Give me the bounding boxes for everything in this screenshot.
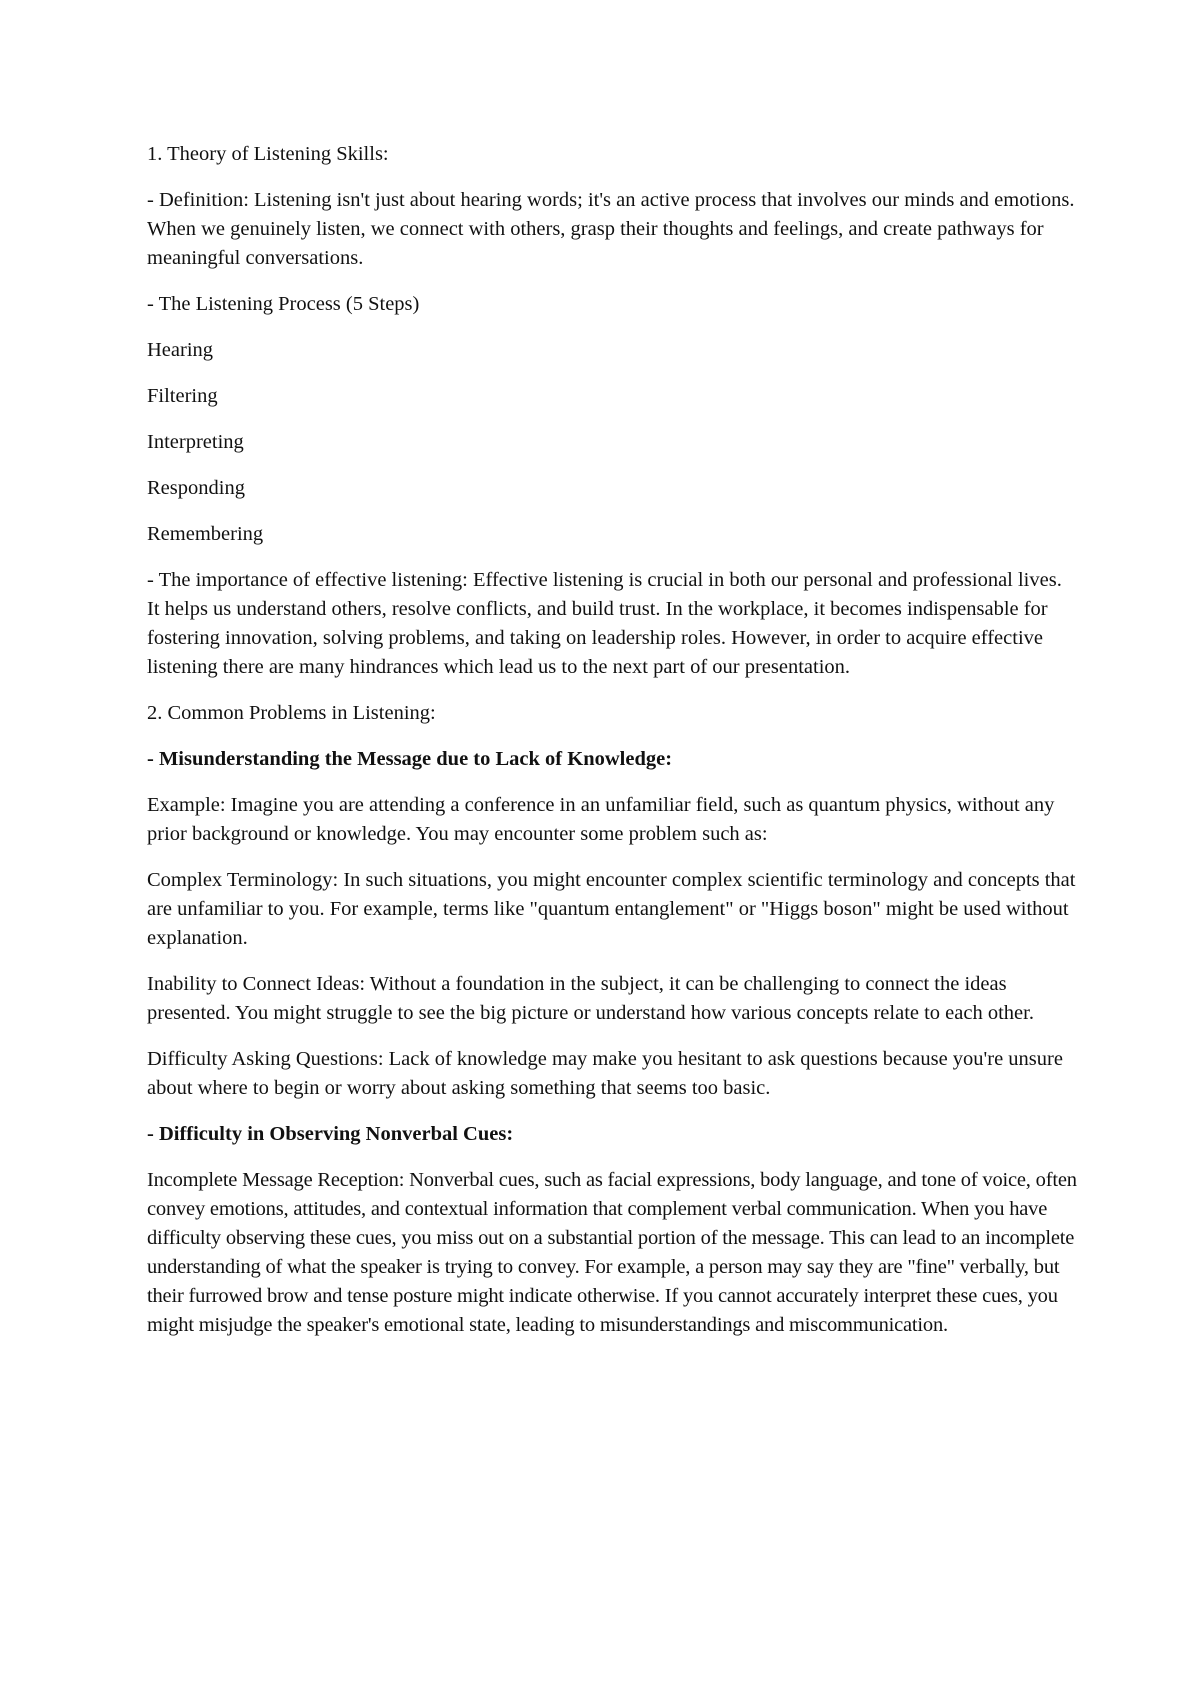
- step-filtering: Filtering: [147, 385, 218, 407]
- example-paragraph: Example: Imagine you are attending a conference in an unfamiliar field, such as quantum physics, without any prior background or knowledge. You may encounter some problem such as:: [147, 794, 1055, 845]
- nonverbal-heading: - Difficulty in Observing Nonverbal Cues:: [147, 1123, 514, 1145]
- incomplete-reception-paragraph: Incomplete Message Reception: Nonverbal cues, such as facial expressions, body language, and tone of voice, often convey emotions, attitudes, and contextual information that complement verbal communication. When you have difficulty observing these cues, you miss out on a substantial portion of the message. This can lead to an incomplete understanding of what the speaker is trying to convey. For example, a person may say they are "fine" verbally, but their furrowed brow and tense posture might indicate otherwise. If you cannot accurately interpret these cues, you might misjudge the speaker's emotional state, leading to misunderstandings and miscommunication.: [147, 1169, 1077, 1336]
- listening-process-heading: - The Listening Process (5 Steps): [147, 293, 420, 315]
- step-remembering: Remembering: [147, 523, 264, 545]
- step-hearing: Hearing: [147, 339, 214, 361]
- step-interpreting: Interpreting: [147, 431, 244, 453]
- importance-paragraph: - The importance of effective listening: Effective listening is crucial in both our personal and professional lives. It helps us understand others, resolve conflicts, and build trust. In the workplace, it becomes indispensable for fostering innovation, solving problems, and taking on leadership roles. However, in order to acquire effective listening there are many hindrances which lead us to the next part of our presentation.: [147, 569, 1062, 678]
- inability-connect-paragraph: Inability to Connect Ideas: Without a foundation in the subject, it can be challenging to connect the ideas presented. You might struggle to see the big picture or understand how various concepts relate to each other.: [147, 973, 1034, 1024]
- section2-heading: 2. Common Problems in Listening:: [147, 702, 436, 724]
- misunderstanding-heading: - Misunderstanding the Message due to Lack of Knowledge:: [147, 748, 673, 770]
- document-page: [147, 140, 1077, 1357]
- complex-terminology-paragraph: Complex Terminology: In such situations, you might encounter complex scientific terminology and concepts that are unfamiliar to you. For example, terms like "quantum entanglement" or "Higgs boson" might be used without explanation.: [147, 869, 1076, 949]
- definition-paragraph: - Definition: Listening isn't just about hearing words; it's an active process that involves our minds and emotions. When we genuinely listen, we connect with others, grasp their thoughts and feelings, and create pathways for meaningful conversations.: [147, 189, 1075, 269]
- section1-heading: 1. Theory of Listening Skills:: [147, 143, 389, 165]
- difficulty-asking-paragraph: Difficulty Asking Questions: Lack of knowledge may make you hesitant to ask questions because you're unsure about where to begin or worry about asking something that seems too basic.: [147, 1048, 1063, 1099]
- step-responding: Responding: [147, 477, 245, 499]
